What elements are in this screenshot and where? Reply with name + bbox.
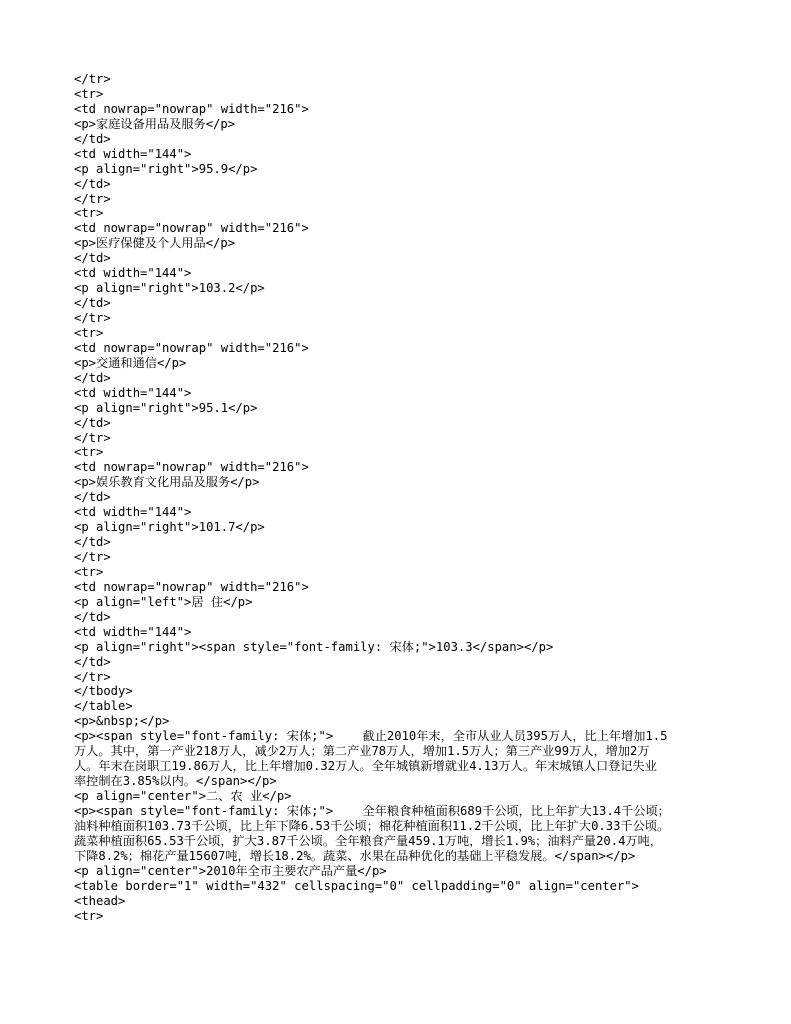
- code-line: <td width="144">: [74, 146, 192, 161]
- code-line: <p>交通和通信</p>: [74, 355, 187, 370]
- code-line: <tr>: [74, 86, 104, 101]
- code-line: <p>家庭设备用品及服务</p>: [74, 116, 236, 131]
- code-line: </td>: [74, 370, 111, 385]
- code-line: </tr>: [74, 669, 111, 684]
- code-line: <tr>: [74, 445, 104, 460]
- code-line: <td nowrap="nowrap" width="216">: [74, 101, 309, 116]
- code-line: <p>医疗保健及个人用品</p>: [74, 236, 236, 251]
- code-line: 下降8.2%；棉花产量15607吨，增长18.2%。蔬菜、水果在品种优化的基础上平稳发展。</span></p>: [74, 848, 636, 863]
- code-line: 人。年末在岗职工19.86万人，比上年增加0.32万人。全年城镇新增就业4.13万人。年末城镇人口登记失业: [74, 759, 657, 774]
- code-line: </tr>: [74, 430, 111, 445]
- code-line: </td>: [74, 296, 111, 311]
- code-line: <thead>: [74, 893, 126, 908]
- code-line: </td>: [74, 609, 111, 624]
- code-line: <td nowrap="nowrap" width="216">: [74, 221, 309, 236]
- code-line: </td>: [74, 176, 111, 191]
- code-line: 蔬菜种植面积65.53千公顷，扩大3.87千公顷。全年粮食产量459.1万吨，增长1.9%；油料产量20.4万吨，: [74, 833, 662, 848]
- code-line: <td nowrap="nowrap" width="216">: [74, 340, 309, 355]
- code-line: </td>: [74, 654, 111, 669]
- code-line: <p align="right">95.9</p>: [74, 161, 258, 176]
- code-line: </tr>: [74, 550, 111, 564]
- code-line: <td nowrap="nowrap" width="216">: [74, 579, 309, 594]
- code-line: <td width="144">: [74, 624, 192, 639]
- code-line: <table border="1" width="432" cellspacing="0" cellpadding="0" align="center">: [74, 878, 639, 893]
- source-code-document: [74, 72, 734, 923]
- code-line: <td width="144">: [74, 385, 192, 400]
- code-line: <p align="right"><span style="font-family: 宋体;">103.3</span></p>: [74, 639, 554, 654]
- code-line: </td>: [74, 131, 111, 146]
- code-line: </table>: [74, 699, 133, 714]
- code-line: <p align="right">95.1</p>: [74, 400, 258, 415]
- code-line: <p><span style="font-family: 宋体;"> 全年粮食种植面积689千公顷，比上年扩大13.4千公顷；: [74, 803, 670, 818]
- code-line: 万人。其中，第一产业218万人，减少2万人；第二产业78万人，增加1.5万人；第三产业99万人，增加2万: [74, 744, 650, 759]
- code-line: <td nowrap="nowrap" width="216">: [74, 460, 309, 475]
- code-line: <tr>: [74, 206, 104, 221]
- code-line: 率控制在3.85%以内。</span></p>: [74, 774, 277, 789]
- code-line: </td>: [74, 535, 111, 550]
- code-line: </tr>: [74, 311, 111, 325]
- code-line: </tr>: [74, 191, 111, 206]
- code-line: <tr>: [74, 564, 104, 579]
- code-line: <p align="center">2010年全市主要农产品产量</p>: [74, 863, 387, 878]
- code-line: </td>: [74, 490, 111, 505]
- code-line: <p align="left">居 住</p>: [74, 594, 253, 609]
- code-line: <p>娱乐教育文化用品及服务</p>: [74, 475, 260, 490]
- code-line: <tr>: [74, 325, 104, 340]
- code-line: <p align="center">二、农 业</p>: [74, 789, 292, 803]
- code-line: </tbody>: [74, 684, 133, 699]
- code-line: </td>: [74, 415, 111, 430]
- code-line: 油料种植面积103.73千公顷，比上年下降6.53千公顷；棉花种植面积11.2千公顷，比上年扩大0.33千公顷。: [74, 818, 670, 833]
- code-line: <td width="144">: [74, 505, 192, 520]
- code-line: </tr>: [74, 72, 111, 86]
- code-line: <p>&nbsp;</p>: [74, 714, 170, 729]
- code-line: <p align="right">101.7</p>: [74, 520, 265, 535]
- code-line: <p><span style="font-family: 宋体;"> 截止2010年末，全市从业人员395万人，比上年增加1.5: [74, 729, 668, 744]
- code-line: <td width="144">: [74, 266, 192, 281]
- code-line: </td>: [74, 251, 111, 266]
- code-line: <tr>: [74, 908, 104, 923]
- code-line: <p align="right">103.2</p>: [74, 281, 265, 296]
